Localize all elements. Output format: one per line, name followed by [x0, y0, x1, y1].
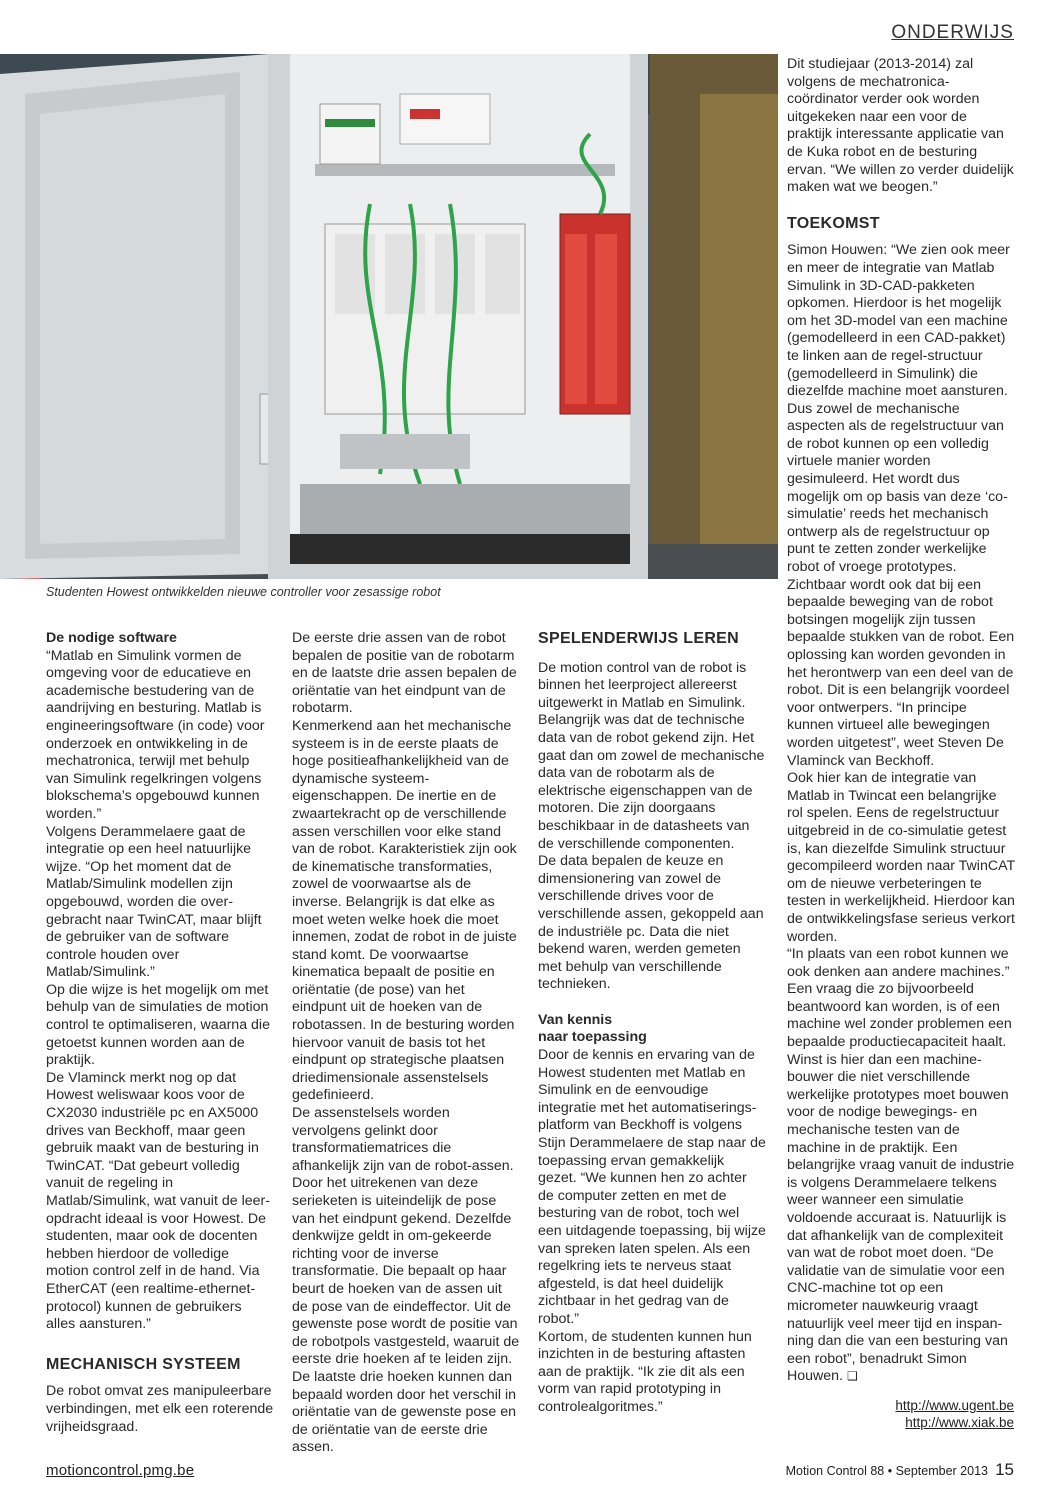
paragraph: De eerste drie assen van de robot bepalen de positie van de robotarm en de laatste drie assen bepalen de oriëntatie van het eindpunt van de robotarm. — [292, 630, 517, 717]
paragraph: Volgens Derammelaere gaat de integratie op een heel natuurlijke wijze. “Op het moment dat de Matlab/Simulink modellen zijn opgebouwd, worden die over-gebracht naar TwinCAT, maar blijft de gebruiker van de software controle houden over Matlab/Simulink.” — [46, 823, 262, 981]
paragraph — [787, 946, 1015, 1386]
link-xiak[interactable]: http://www.xiak.be — [905, 1415, 1014, 1430]
paragraph: Kenmerkend aan het mechanische systeem is in de eerste plaats de hoge positieafhankelijkheid van de dynamische systeem-eigenschappen. De inertie en de zwaartekracht op de verschillende assen verschillen voor elke stand van de robot. Karakteristiek zijn ook de kinematische transformaties, zowel de voorwaartse als de inverse. Belangrijk is dat elke as moet weten welke hoek die moet innemen, zodat de robot in de juiste stand komt. De voorwaartse kinematica bepaalt de positie en oriëntatie (de pose) van het eindpunt uit de hoeken van de robotassen. In de besturing worden hiervoor vanuit de basis tot het eindpunt op strategische plaatsen driedimensionale assenstelsels gedefinieerd. — [292, 717, 517, 1104]
cabinet-photo-illustration — [0, 54, 778, 579]
paragraph: Op die wijze is het mogelijk om met behulp van de simulaties de motion control te optimaliseren, waarna die getoetst kunnen worden aan de praktijk. — [46, 981, 270, 1069]
heading-mechanisch: MECHANISCH SYSTEEM — [46, 1355, 241, 1373]
column-4 — [787, 56, 1015, 1386]
paragraph: Door de kennis en ervaring van de Howest studenten met Matlab en Simulink en de eenvoudige integratie met het automatiserings-platform van Beckhoff is volgens Stijn Derammelaere de stap naar de toepassing ervan gemakkelijk gezet. “We kunnen hen zo achter de computer zetten en met de besturing van de robot, toch wel een uitdagende toepassing, bij wijze van spreken laten spelen. Als een regelkring iets te nerveus staat afgesteld, is dat heel duidelijk zichtbaar in het gedrag van de robot.” — [538, 1047, 766, 1327]
paragraph: Ook hier kan de integratie van Matlab in Twincat een belangrijke rol spelen. Eens de regelstructuur uitgebreid in de co-simulatie getest is, kan diezelfde Simulink structuur gecompileerd worden naar TwinCAT om de nieuwe verbeteringen te testen in werkelijkheid. Hierdoor kan de ontwikkelingsfase serieus verkort worden. — [787, 770, 1015, 945]
column-3 — [538, 630, 766, 1417]
paragraph: “Matlab en Simulink vormen de omgeving voor de educatieve en academische bestudering van de aandrijving en besturing. Matlab is engineeringsoftware (in code) voor onderzoek en ontwikkeling in de mechatronica, terwijl met behulp van Simulink regelkringen volgens blokschema’s opgebouwd kunnen worden.” — [46, 647, 265, 822]
column-2 — [292, 630, 520, 1457]
paragraph: De motion control van de robot is binnen het leerproject allereerst uitgewerkt in Matlab en Simulink. Belangrijk was dat de technische data van de robot gekend zijn. Het gaat dan om zowel de mechanische data van de robotarm als de elektrische eigenschappen van de motoren. Die zijn doorgaans beschikbaar in de datasheets van de verschillende componenten. — [538, 659, 765, 852]
heading-toekomst: TOEKOMST — [787, 214, 880, 232]
photo-caption: Studenten Howest ontwikkelden nieuwe controller voor zesassige robot — [46, 585, 441, 599]
heading-spelenderwijs: SPELENDERWIJS LEREN — [538, 630, 739, 647]
paragraph: De robot omvat zes manipuleerbare verbindingen, met elk een roterende vrijheidsgraad. — [46, 1383, 274, 1435]
paragraph: De assenstelsels worden vervolgens gelinkt door transformatiematrices die afhankelijk zijn van de robot-assen. Door het uitrekenen van deze serieketen is uiteindelijk de pose van het eindpunt gekend. Dezelfde denkwijze geldt in om-gekeerde richting voor de inverse transformatie. Die bepaalt op haar beurt de hoeken van de assen uit de pose van de eindeffector. Uit de gewenste pose wordt de positie van de robotpols vastgesteld, waaruit de eerste drie hoeken af te leiden zijn. De laatste drie hoeken kunnen dan bepaald worden door het verschil in oriëntatie van de gewenste pose en de oriëntatie van de eerste drie assen. — [292, 1105, 520, 1456]
heading-kennis: Van kennis — [538, 1011, 613, 1028]
heading-software: De nodige software — [46, 630, 177, 646]
column-1 — [46, 630, 274, 1436]
paragraph: De Vlaminck merkt nog op dat Howest weliswaar koos voor de CX2030 industriële pc en AX5000 drives van Beckhoff, maar geen gebruik maakt van de besturing in TwinCAT. “Dat gebeurt volledig vanuit de regeling in Matlab/Simulink, wat vanuit de leer-opdracht ideaal is voor Howest. De studenten, maar ook de docenten hebben hierdoor de volledige motion control zelf in de hand. Via EtherCAT (een realtime-ethernet-protocol) kunnen de gebruikers alles aansturen.” — [46, 1069, 270, 1333]
reference-links — [895, 1397, 1014, 1431]
cabinet-photo — [0, 54, 778, 579]
footer-issue: Motion Control 88 • September 2013 — [785, 1464, 988, 1478]
paragraph: Kortom, de studenten kunnen hun inzichten in de besturing aftasten aan de praktijk. “Ik zie dit als een vorm van rapid prototyping in controlealgoritmes.” — [538, 1328, 752, 1415]
link-ugent[interactable]: http://www.ugent.be — [895, 1398, 1014, 1413]
paragraph: Simon Houwen: “We zien ook meer en meer de integratie van Matlab Simulink in 3D-CAD-pakketen opkomen. Hierdoor is het mogelijk om het 3D-model van een machine (gemodelleerd in een CAD-pakket) te linken aan de regel-structuur (gemodelleerd in Simulink) die diezelfde machine moet aansturen. Dus zowel de mechanische aspecten als de regelstructuur van de robot kunnen op een volledig virtuele manier worden gesimuleerd. Het wordt dus mogelijk om op basis van deze ‘co-simulatie’ reeds het mechanisch ontwerp als de regelstructuur op punt te zetten zonder werkelijke robot of vroege prototypes. Zichtbaar wordt ook dat bij een bepaalde beweging van de robot botsingen mogelijk zijn tussen bepaalde stukken van de robot. Een oplossing kan worden gevonden in het herontwerp van een deel van de robot. Dit is een belangrijk voordeel voor ontwerpers. “In principe kunnen virtueel alle bewegingen worden uitgetest”, weet Steven De Vlaminck van Beckhoff. — [787, 242, 1015, 769]
section-tag: ONDERWIJS — [891, 22, 1014, 43]
paragraph: Dit studiejaar (2013-2014) zal volgens de mechatronica-coördinator verder ook worden uitgekeken naar een voor de praktijk interessante applicatie van de Kuka robot en de besturing ervan. “We willen zo verder duidelijk maken wat we beogen.” — [787, 56, 1014, 196]
heading-toepassing: naar toepassing — [538, 1029, 647, 1046]
paragraph-text: “In plaats van een robot kunnen we ook denken aan andere machines.” Een vraag die zo bijvoorbeeld beantwoord kan worden, is of een machine wel zonder problemen een bepaalde productiecapaciteit haalt. Winst is hier dan een machine-bouwer die niet verschillende werkelijke prototypes moet bouwen voor de nodige bewegings- en mechanische testen van de machine in de praktijk. Een belangrijke vraag vanuit de industrie is volgens Derammelaere telkens weer wanneer een simulatie voldoende accuraat is. Natuurlijk is dat afhankelijk van de complexiteit van wat de robot moet doen. “De validatie van de simulatie voor een CNC-machine tot op een micrometer nauwkeurig vraagt natuurlijk veel meer tijd en inspan-ning dan die van een besturing van een robot”, benadrukt Simon Houwen. — [787, 946, 1015, 1385]
end-mark-icon: ❑ — [846, 1369, 858, 1384]
page-number: 15 — [995, 1460, 1014, 1479]
footer-website[interactable]: motioncontrol.pmg.be — [46, 1462, 195, 1479]
paragraph: De data bepalen de keuze en dimensionering van zowel de verschillende drives voor de verschillende assen, gekoppeld aan de industriële pc. Data die niet bekend waren, werden gemeten met behulp van verschillende technieken. — [538, 853, 764, 993]
